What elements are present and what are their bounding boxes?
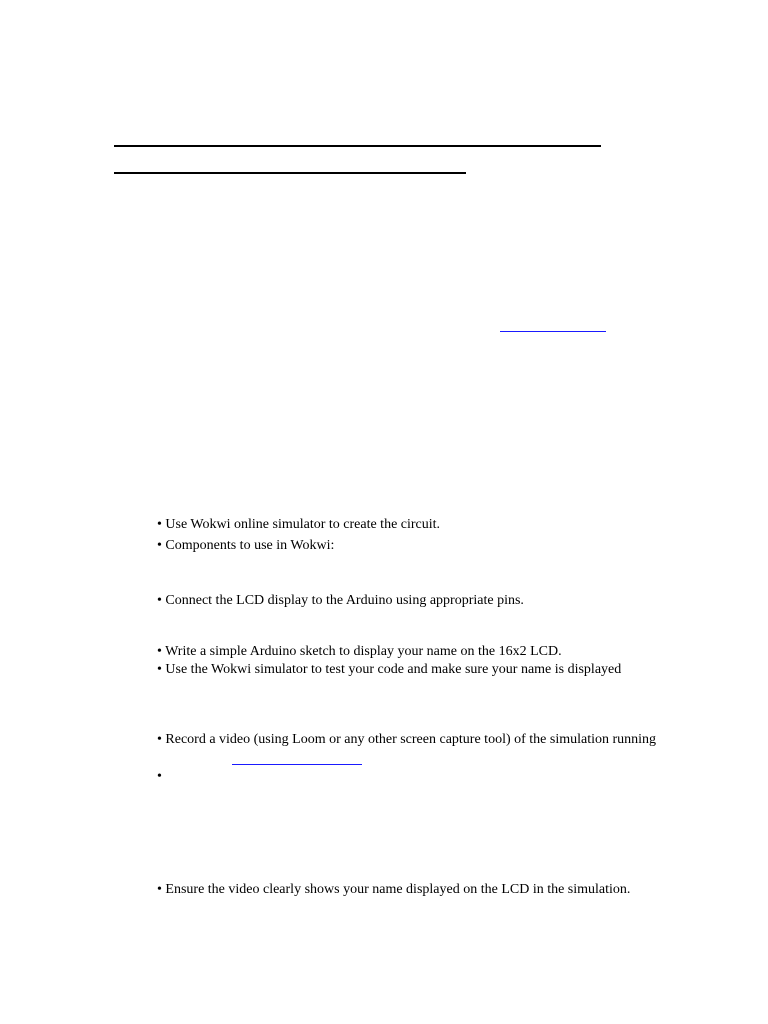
bullet-components: • Components to use in Wokwi: [157,538,335,553]
bullet-write-sketch: • Write a simple Arduino sketch to display your name on the 16x2 LCD. [157,644,562,659]
link-underline-1[interactable] [500,331,606,332]
title-underline-2 [114,172,466,174]
bullet-test-code: • Use the Wokwi simulator to test your code and make sure your name is displayed [157,662,622,677]
link-underline-2[interactable] [232,764,362,765]
title-underline-1 [114,145,601,147]
bullet-ensure-video: • Ensure the video clearly shows your name displayed on the LCD in the simulation. [157,882,631,897]
bullet-empty: • [157,769,162,784]
bullet-connect-lcd: • Connect the LCD display to the Arduino using appropriate pins. [157,593,524,608]
bullet-record-video: • Record a video (using Loom or any other screen capture tool) of the simulation running [157,732,657,747]
bullet-use-wokwi: • Use Wokwi online simulator to create the circuit. [157,517,441,532]
